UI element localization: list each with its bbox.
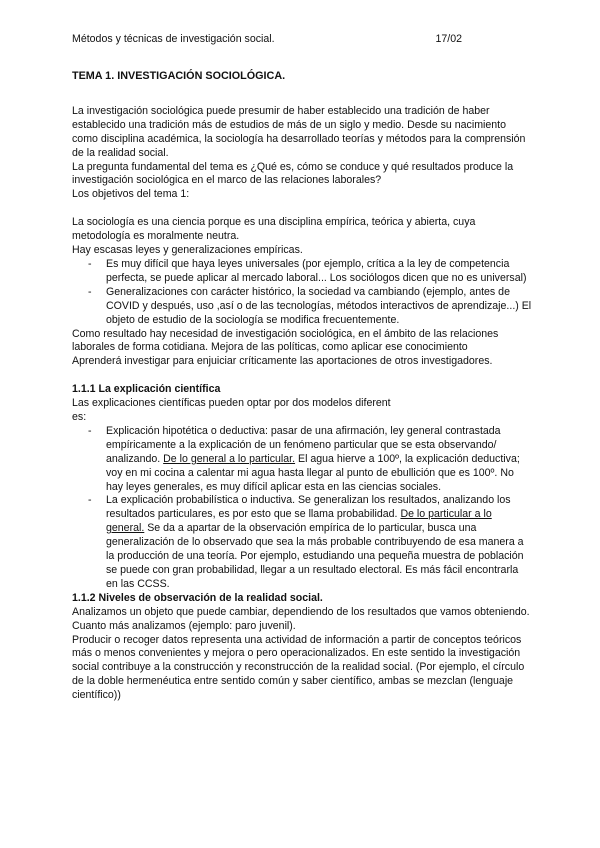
topic-title: TEMA 1. INVESTIGACIÓN SOCIOLÓGICA.	[72, 70, 286, 82]
model-inductive-text-cont: Se da a apartar de la observación empírica de lo particular, busca una generalización de lo observado que sea la más probable contribuyendo de esa manera a la producción de una teoría. Por ejemplo, estudiando una pequeña muestra de población se puede con gran probabilidad, llegar a un resultado electoral. Es más fácil encontrarla en las CCSS.	[106, 522, 524, 590]
intro-paragraph-1: La investigación sociológica puede presumir de haber establecido una tradición de haber establecido una tradición más de estudios de más de un siglo y medio. Desde su nacimiento como disciplina académica, la sociología ha desarrollado teorías y métodos para la comprensión de la realidad social.	[72, 104, 526, 159]
list-item	[106, 494, 532, 591]
list-item: - Es muy difícil que haya leyes universales (por ejemplo, crítica a la ley de competencia perfecta, se puede aplicar al mercado laboral... Los sociólogos dicen que no es universal)	[106, 258, 532, 286]
science-bullet-list	[72, 258, 532, 328]
list-item	[106, 425, 532, 495]
model-deductive-text: Explicación hipotética o deductiva: pasar de una afirmación, ley general contrastada empíricamente a la explicación de un fenómeno particular que se esta observando/ analizando.	[106, 424, 501, 465]
list-item: - Generalizaciones con carácter histórico, la sociedad va cambiando (ejemplo, antes de COVID y después, uso ,así o de las tecnologías, métodos interactivos de aprendizaje...) El objeto de estudio de la sociología se modifica frecuentemente.	[106, 286, 532, 328]
science-paragraph-3: Como resultado hay necesidad de investigación sociológica, en el ámbito de las relaciones laborales de forma cotidiana. Mejora de las políticas, como aplicar ese conocimiento	[72, 327, 499, 354]
science-paragraph-2: Hay escasas leyes y generalizaciones empíricas.	[72, 244, 303, 257]
section1-intro-line-2: es:	[72, 411, 87, 424]
section2-paragraph-2: Producir o recoger datos representa una actividad de información a partir de conceptos teóricos más o menos convenientes y mejora o pero operacionalizados. En este sentido la investigación social contribuye a la construcción y reconstrucción de la realidad social. (Por ejemplo, el círculo de la doble hermenéutica entre sentido común y saber científico, ambas se mezclan (lenguaje científico))	[72, 633, 525, 702]
section1-intro	[72, 397, 532, 425]
science-paragraph-4: Aprenderá investigar para enjuiciar críticamente las aportaciones de otros investigadores.	[72, 355, 493, 368]
section-heading-explicacion: 1.1.1 La explicación científica	[72, 383, 221, 396]
model-inductive-text: La explicación probabilística o inductiva. Se generalizan los resultados, analizando los resultados particulares, es por esto que se llama probabilidad.	[106, 494, 511, 521]
science-paragraph-1: La sociología es una ciencia porque es una disciplina empírica, teórica y abierta, cuya metodología es moralmente neutra.	[72, 216, 476, 243]
document-body	[72, 70, 532, 703]
intro-paragraph-2: La pregunta fundamental del tema es ¿Qué es, cómo se conduce y qué resultados produce la investigación sociológica en el marco de las relaciones laborales?	[72, 160, 514, 187]
header-date: 17/02	[435, 33, 462, 45]
intro-paragraph-3: Los objetivos del tema 1:	[72, 188, 190, 201]
page-header	[72, 33, 462, 47]
explanation-models-list	[72, 425, 532, 592]
underlined-phrase: De lo general a lo particular.	[163, 452, 296, 465]
section2-paragraph-1: Analizamos un objeto que puede cambiar, dependiendo de los resultados que vamos obteniendo. Cuanto más analizamos (ejemplo: paro juvenil).	[72, 605, 530, 632]
course-name: Métodos y técnicas de investigación social.	[72, 33, 275, 45]
section-heading-niveles: 1.1.2 Niveles de observación de la realidad social.	[72, 591, 323, 604]
section1-intro-line-1: Las explicaciones científicas pueden optar por dos modelos diferent	[72, 397, 391, 410]
model-deductive-text-cont: El agua hierve a 100º, la explicación deductiva; voy en mi cocina a calentar mi agua hasta llegar al punto de ebullición que es 100º. No hay leyes generales, es muy difícil aplicar esta en las ciencias sociales.	[106, 452, 520, 493]
underlined-phrase: De lo particular a lo general.	[106, 508, 492, 535]
